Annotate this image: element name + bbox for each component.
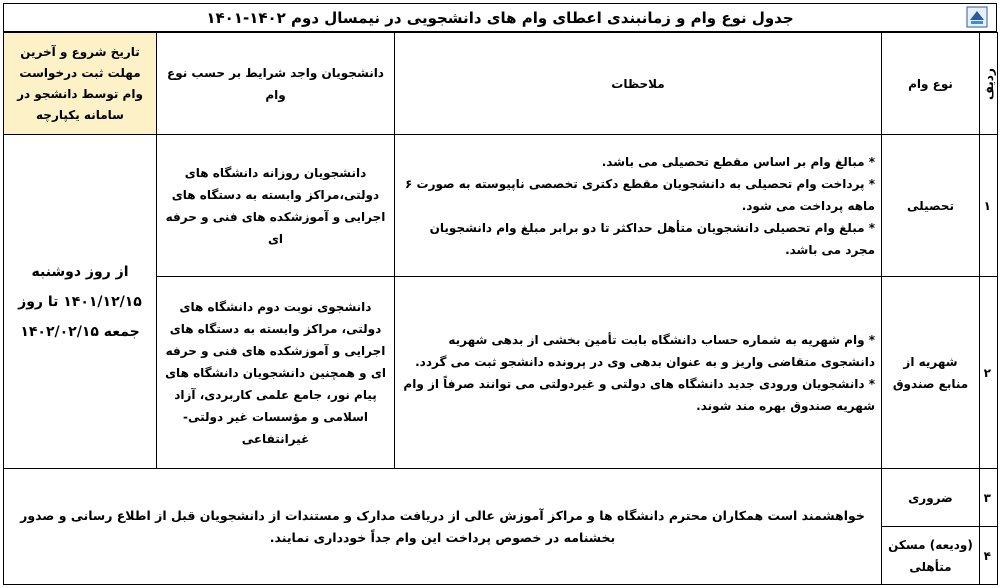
table-header-row <box>4 33 998 135</box>
eligible-cell: دانشجویان روزانه دانشگاه های دولتی،مراکز وابسته به دستگاه های اجرایی و آموزشکده های فنی و حرفه ای <box>157 135 395 277</box>
loan-table <box>3 32 998 585</box>
note-line: * دانشجویان ورودی جدید دانشگاه های دولتی و غیردولتی می توانند صرفاً از وام شهریه صندوق بهره مند شوند. <box>403 376 875 413</box>
notes-cell <box>395 135 882 277</box>
header-radif: ردیف <box>980 33 998 135</box>
note-line: * وام شهریه به شماره حساب دانشگاه بابت تأمین بخشی از بدهی شهریه دانشجوی متقاضی واریز و به عنوان بدهی وی در پرونده دانشجو ثبت می گردد. <box>415 332 875 369</box>
eligible-cell: دانشجوی نوبت دوم دانشگاه های دولتی، مراکز وابسته به دستگاه های اجرایی و آموزشکده های فنی و حرفه ای و همچنین دانشجویان دانشگاه های پیام نور، جامع علمی کاربردی، آزاد اسلامی و مؤسسات غیر دولتی- غیرانتفاعی <box>157 277 395 469</box>
request-note: خواهشمند است همکاران محترم دانشگاه ها و مراکز آموزش عالی از دریافت مدارک و مستندات از دانشجویان قبل از اطلاع رسانی و صدور بخشنامه در خصوص پرداخت این وام جداً خودداری نمایند. <box>4 469 882 585</box>
header-dates: تاریخ شروع و آخرین مهلت ثبت درخواست وام توسط دانشجو در سامانه یکپارچه <box>4 33 157 135</box>
header-eligible: دانشجویان واجد شرایط بر حسب نوع وام <box>157 33 395 135</box>
dates-cell: از روز دوشنبه ۱۴۰۱/۱۲/۱۵ تا روز جمعه ۱۴۰۲/۰۲/۱۵ <box>4 135 157 469</box>
notes-cell <box>395 277 882 469</box>
loan-type-cell: تحصیلی <box>882 135 980 277</box>
row-number: ۳ <box>980 469 998 527</box>
loan-type-cell: شهریه از منابع صندوق <box>882 277 980 469</box>
loan-type-cell: ضروری <box>882 469 980 527</box>
title-bar <box>3 3 997 32</box>
note-line: * پرداخت وام تحصیلی به دانشجویان مقطع دکتری تخصصی ناپیوسته به صورت ۶ ماهه پرداخت می شود. <box>405 176 875 213</box>
row-number: ۱ <box>980 135 998 277</box>
fund-logo-icon <box>966 6 988 28</box>
table-row <box>4 469 998 527</box>
note-line: * مبلغ وام تحصیلی دانشجویان متأهل حداکثر تا دو برابر مبلغ وام دانشجویان مجرد می باشد. <box>429 220 875 257</box>
header-notes: ملاحظات <box>395 33 882 135</box>
row-number: ۲ <box>980 277 998 469</box>
loan-type-cell: (ودیعه) مسکن متأهلی <box>882 527 980 585</box>
page-title: جدول نوع وام و زمانبندی اعطای وام های دانشجویی در نیمسال دوم ۱۴۰۲-۱۴۰۱ <box>206 8 794 27</box>
row-number: ۴ <box>980 527 998 585</box>
table-row <box>4 135 998 277</box>
note-line: * مبالغ وام بر اساس مقطع تحصیلی می باشد. <box>601 154 875 169</box>
header-loan-type: نوع وام <box>882 33 980 135</box>
